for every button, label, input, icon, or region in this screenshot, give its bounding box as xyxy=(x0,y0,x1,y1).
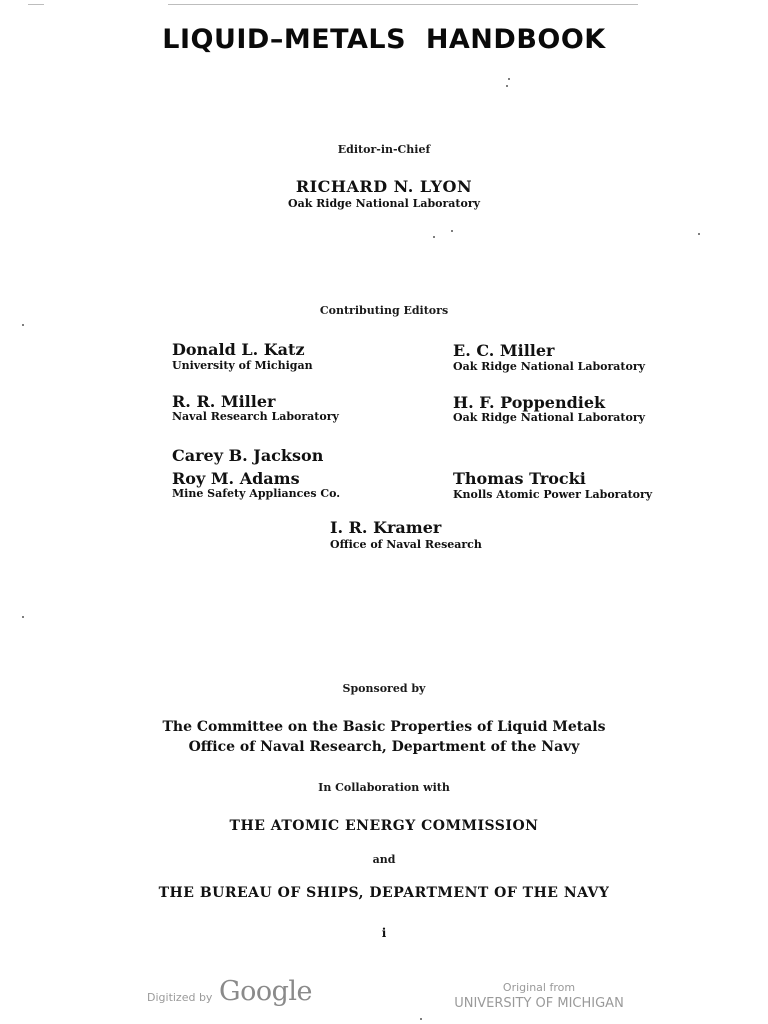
page-number: i xyxy=(381,926,387,940)
editor-affiliation: Office of Naval Research xyxy=(330,538,482,551)
google-logo: Google xyxy=(219,976,312,1007)
scan-rule-left xyxy=(28,4,44,5)
editor-name: H. F. Poppendiek xyxy=(453,393,606,412)
editor-affiliation: Oak Ridge National Laboratory xyxy=(453,411,646,424)
sponsor-line: The Committee on the Basic Properties of Liquid Metals xyxy=(162,719,606,735)
editor-name: E. C. Miller xyxy=(453,341,555,360)
editor-affiliation: University of Michigan xyxy=(172,359,313,372)
editor-name: Carey B. Jackson xyxy=(172,446,324,465)
editor-affiliation: Knolls Atomic Power Laboratory xyxy=(453,488,653,501)
scan-speck xyxy=(506,85,508,87)
original-from-text: Original from xyxy=(502,981,576,994)
collaborator-aec: THE ATOMIC ENERGY COMMISSION xyxy=(229,818,539,834)
collaborator-bureau-of-ships: THE BUREAU OF SHIPS, DEPARTMENT OF THE NAVY xyxy=(158,885,610,901)
scan-speck xyxy=(420,1018,422,1020)
editor-name: Thomas Trocki xyxy=(453,469,586,488)
editor-affiliation: Oak Ridge National Laboratory xyxy=(453,360,646,373)
scan-speck xyxy=(433,236,435,238)
scan-speck xyxy=(22,616,24,618)
editor-name: Roy M. Adams xyxy=(172,469,300,488)
editor-affiliation: Mine Safety Appliances Co. xyxy=(172,487,341,500)
scan-rule-top xyxy=(168,4,638,5)
editor-in-chief-affiliation: Oak Ridge National Laboratory xyxy=(287,197,481,210)
and-label: and xyxy=(372,853,396,866)
editor-name: Donald L. Katz xyxy=(172,340,305,359)
collaboration-label: In Collaboration with xyxy=(318,781,450,794)
scan-speck xyxy=(451,230,453,232)
sponsored-by-label: Sponsored by xyxy=(342,682,426,695)
institution-text: UNIVERSITY OF MICHIGAN xyxy=(454,996,624,1011)
scan-speck xyxy=(508,78,510,80)
editor-name: R. R. Miller xyxy=(172,392,276,411)
editor-in-chief-label: Editor-in-Chief xyxy=(337,143,431,156)
editor-name: I. R. Kramer xyxy=(330,518,442,537)
editor-in-chief-name: RICHARD N. LYON xyxy=(295,177,473,196)
digitized-by-text: Digitized by xyxy=(147,991,213,1004)
editor-affiliation: Naval Research Laboratory xyxy=(172,410,339,423)
scan-speck xyxy=(22,324,24,326)
scan-speck xyxy=(698,233,700,235)
page-title: LIQUID–METALS HANDBOOK xyxy=(162,24,606,55)
sponsor-line: Office of Naval Research, Department of the Navy xyxy=(188,739,580,755)
contributing-editors-label: Contributing Editors xyxy=(319,304,449,317)
